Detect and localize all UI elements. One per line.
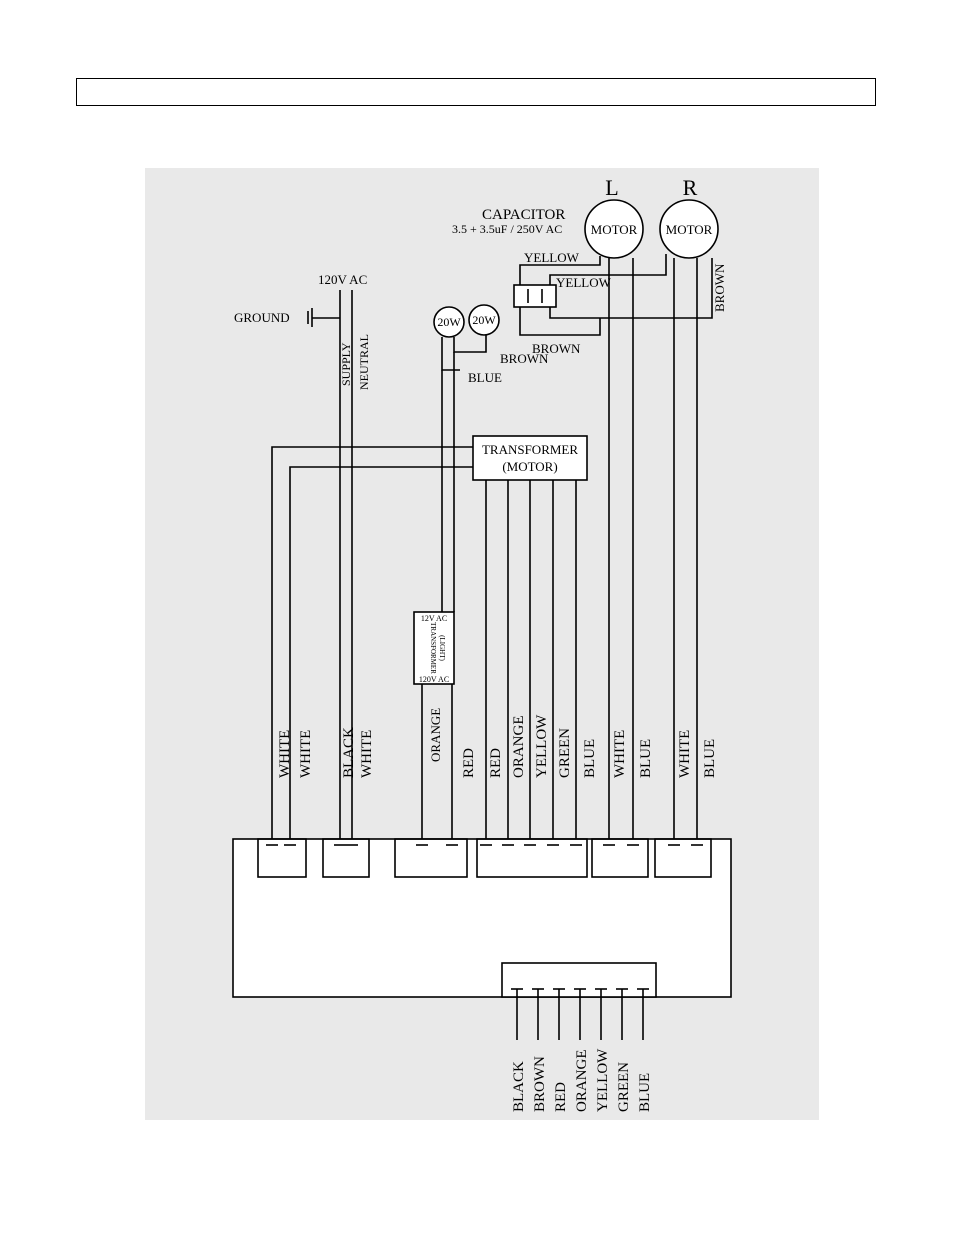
wire-label-blue: BLUE [582, 738, 598, 778]
neutral-label: NEUTRAL [357, 334, 371, 390]
transformer-motor-line2: (MOTOR) [502, 459, 558, 474]
wire-label-white: WHITE [277, 729, 293, 778]
supply-label: SUPPLY [339, 342, 353, 386]
supply-voltage: 120V AC [318, 272, 368, 287]
bottom-label-orange: ORANGE [574, 1049, 590, 1112]
capacitor-wire-brown: BROWN [532, 341, 581, 356]
connector-switch-panel [502, 963, 656, 997]
wire-cap-brown-left [520, 307, 600, 335]
wire-label-black: BLACK [341, 727, 357, 778]
ground-label: GROUND [234, 310, 290, 325]
transformer-light-sub: (LIGHT) [438, 635, 446, 661]
wire-label-white: WHITE [677, 729, 693, 778]
wire-label-blue: BLUE [638, 738, 654, 778]
lamp-wire-brown: BROWN [500, 351, 549, 366]
wire-label-red: RED [488, 748, 504, 778]
wire-label-orange: ORANGE [511, 715, 527, 778]
capacitor-wire-yellow-2: YELLOW [556, 275, 611, 290]
bottom-label-brown: BROWN [532, 1056, 548, 1112]
bottom-label-green: GREEN [616, 1062, 632, 1112]
capacitor-wire-brown-right: BROWN [712, 263, 727, 312]
transformer-light-bottom: 120V AC [418, 675, 450, 684]
wire-label-green: GREEN [557, 728, 573, 778]
wire-label-white: WHITE [298, 729, 314, 778]
wire-label-yellow: YELLOW [534, 714, 550, 778]
bottom-label-blue: BLUE [637, 1072, 653, 1112]
motor-right-letter: R [682, 175, 698, 200]
bottom-label-yellow: YELLOW [595, 1048, 611, 1112]
wire-label-orange: ORANGE [428, 707, 443, 762]
wire-label-red: RED [461, 748, 477, 778]
capacitor-block [514, 285, 556, 307]
lamp-wire-blue: BLUE [468, 370, 502, 385]
wire-lamp-blue [442, 337, 460, 370]
wire-lamp-brown [454, 335, 486, 352]
motor-left-letter: L [605, 175, 619, 200]
transformer-motor-line1: TRANSFORMER [481, 442, 579, 457]
capacitor-spec: 3.5 + 3.5uF / 250V AC [452, 222, 563, 236]
capacitor-title: CAPACITOR [482, 207, 566, 223]
bottom-label-black: BLACK [511, 1061, 527, 1112]
bottom-label-red: RED [553, 1082, 569, 1112]
motor-left-label: MOTOR [590, 222, 638, 237]
lamp-right-label: 20W [472, 313, 496, 327]
motor-right-label: MOTOR [665, 222, 713, 237]
wire-label-blue: BLUE [702, 738, 718, 778]
capacitor-wire-yellow-1: YELLOW [524, 250, 579, 265]
wire-label-white: WHITE [612, 729, 628, 778]
transformer-light-top: 12V AC [420, 614, 448, 623]
transformer-light-name: TRANSFORMER [429, 622, 437, 674]
lamp-left-label: 20W [437, 315, 461, 329]
wire-label-white: WHITE [359, 729, 375, 778]
